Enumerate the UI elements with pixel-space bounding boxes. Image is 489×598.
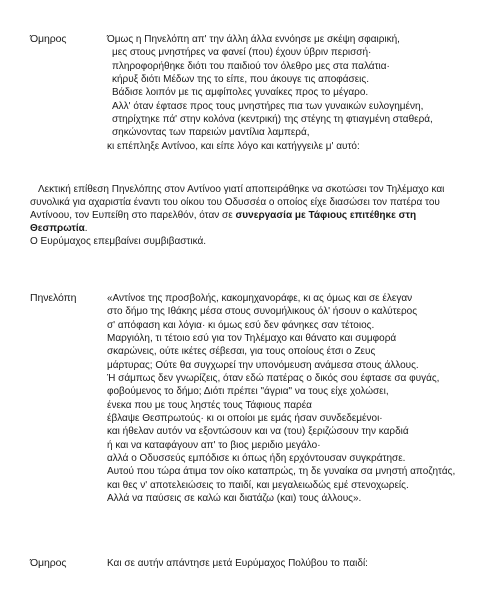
- verse-line: Αλλ' όταν έφτασε προς τους μνηστήρες πια των γυναικών ευλογημένη,: [112, 100, 424, 112]
- verse-line: Όμως η Πηνελόπη απ' την άλλη άλλα εννόησε με σκέψη σφαιρική,: [107, 34, 400, 45]
- verse-line: Ή σάμπως δεν γνωρίζεις, όταν εδώ πατέρας ο δικός σου έφτασε σα φυγάς,: [107, 373, 440, 385]
- verse-line: κι επέπληξε Αντίνοο, και είπε λόγο και κατήγγειλε μ' αυτό:: [107, 140, 360, 152]
- commentary-text: Λεκτική επίθεση Πηνελόπης στον Αντίνοο γιατί αποπειράθηκε να σκοτώσει τον Τηλέμαχο και συνολικά για αχαριστία έναντι του οίκου του Οδυσσέα ο οποίος είχε διασώσει τον πατέρα του Αντίνοου, τον Ευπείθη στο παρελθόν, όταν σε: [30, 184, 445, 222]
- verse-line: Και σε αυτήν απάντησε μετά Ευρύμαχος Πολύβου το παιδί:: [107, 558, 368, 569]
- speaker-label: Πηνελόπη: [30, 292, 77, 304]
- verse-line: Αυτού που τώρα άτιμα τον οίκο καταπρώς, τη δε γυναίκα σα μνηστή αποζητάς,: [107, 466, 456, 478]
- verse-line: έβλαψε Θεσπρωτούς· κι οι οποίοι με εμάς ήσαν συνδεδεμένοι·: [107, 413, 383, 425]
- verse-line: στηρίχτηκε πά' στην κολόνα (κεντρική) της στέγης τη φτιαγμένη σταθερά,: [112, 114, 433, 126]
- verse-line: σηκώνοντας των παρειών μαντίλια λαμπερά,: [112, 127, 310, 139]
- verse-line: ή και να καταφάγουν απ' το βιος μεριδιο μεγάλο·: [107, 439, 321, 451]
- verse-line: κήρυξ διότι Μέδων της το είπε, που άκουγε τις αποφάσεις.: [112, 74, 370, 86]
- verse-line: ένεκα που με τους ληστές τους Τάφιους παρέα: [107, 399, 312, 411]
- commentary-line: Ο Ευρύμαχος επεμβαίνει συμβιβαστικά.: [30, 236, 207, 248]
- verse-line: στο δήμο της Ιθάκης μέσα στους συνομήλικους όλ' ήσουν ο καλύτερος: [107, 306, 418, 318]
- commentary-text-end: .: [84, 223, 88, 235]
- verse-line: πληροφορήθηκε διότι του παιδιού τον όλεθρο μες στα παλάτια·: [112, 60, 390, 72]
- verse-block-1: [107, 33, 479, 153]
- verse-line: μες στους μνηστήρες να φανεί (που) έχουν ύβριν περισσή·: [112, 47, 372, 59]
- speaker-label: Όμηρος: [30, 33, 67, 45]
- verse-line: φοβούμενος το δήμο; Διότι πρέπει "άγρια" να τους είχε χολώσει,: [107, 386, 389, 398]
- verse-line: «Αντίνοε της προσβολής, κακομηχανοράφε, κι ας όμως και σε έλεγαν: [107, 293, 413, 304]
- verse-line: μάρτυρας; Ούτε θα συγχωρεί την υπονόμευση ανάμεσα στους άλλους.: [107, 359, 419, 371]
- verse-line: σ' απόφαση και λόγια· κι όμως εσύ δεν φάνηκες σαν τέτοιος.: [107, 319, 375, 331]
- verse-line: σκαρώνεις, ούτε ικέτες σέβεσαι, για τους οποίους έτσι ο Ζευς: [107, 346, 376, 358]
- verse-line: αλλά ο Οδυσσεύς εμπόδισε κι όπως ήδη ερχόντουσαν συγκράτησε.: [107, 453, 406, 465]
- verse-line: Βάδισε λοιπόν με τις αμφίπολες γυναίκες προς το μέγαρο.: [112, 87, 369, 99]
- verse-line: και ήθελαν αυτόν να εξοντώσουν και να (του) ξεριζώσουν την καρδιά: [107, 426, 409, 438]
- commentary: [30, 183, 470, 248]
- commentary-bold-text: συνεργασία με Τάφιους επιτέθηκε στη Θεσπρωτία: [30, 210, 417, 235]
- verse-line: και θες ν' αποτελειώσεις το παιδί, και μεγαλειωδώς εμέ στενοχωρείς.: [107, 479, 409, 491]
- verse-block-3: [107, 557, 479, 570]
- speaker-label: Όμηρος: [30, 557, 67, 569]
- verse-line: Μαργιόλη, τι τέτοιο εσύ για τον Τηλέμαχο και θάνατο και συμφορά: [107, 333, 397, 345]
- verse-line: Αλλά να παύσεις σε καλώ και διατάζω (και) τους άλλους».: [107, 493, 362, 505]
- verse-block-2: [107, 292, 479, 506]
- commentary-paragraph: [30, 183, 470, 235]
